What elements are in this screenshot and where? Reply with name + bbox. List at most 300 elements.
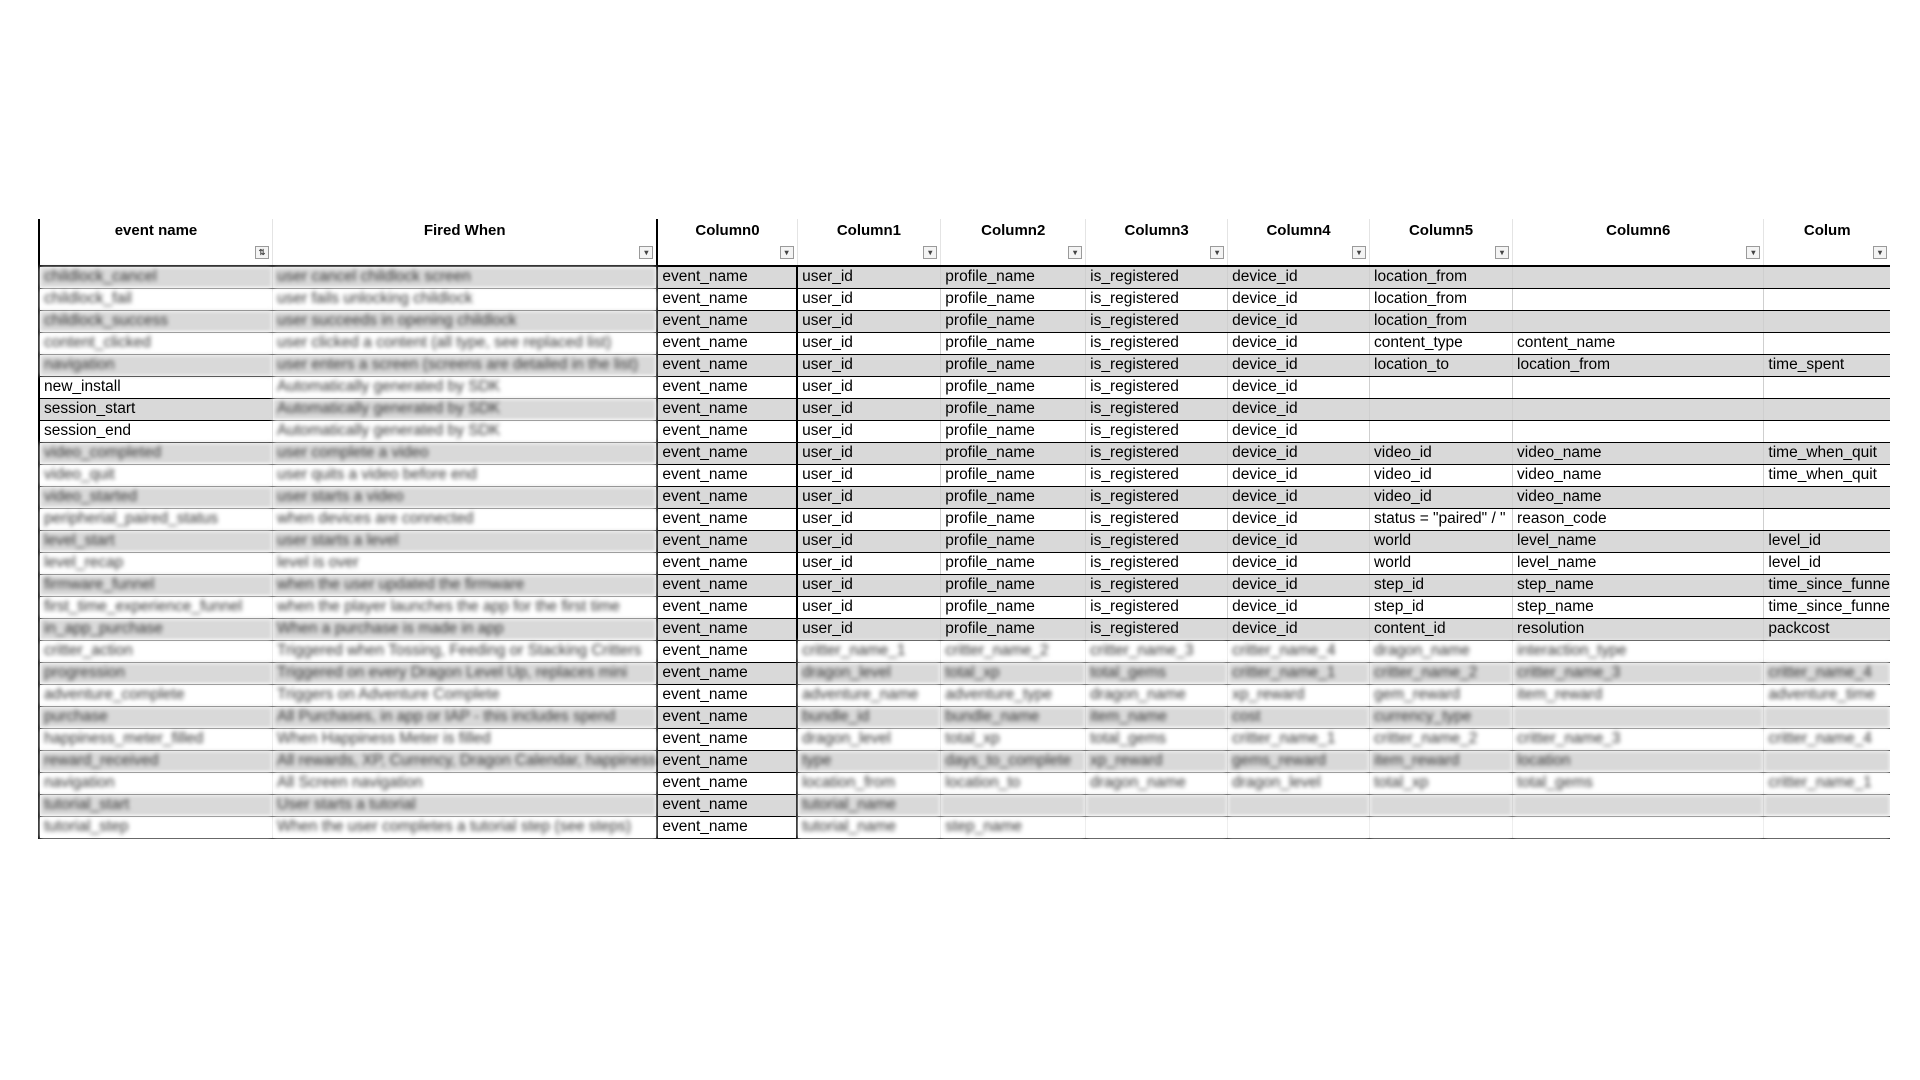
table-cell[interactable]: adventure_type: [941, 684, 1086, 706]
table-cell[interactable]: [1764, 706, 1890, 728]
table-cell[interactable]: [1513, 376, 1764, 398]
table-cell[interactable]: first_time_experience_funnel: [39, 596, 273, 618]
table-cell[interactable]: user starts a video: [273, 486, 658, 508]
table-cell[interactable]: [1764, 640, 1890, 662]
table-cell[interactable]: [1513, 816, 1764, 838]
table-cell[interactable]: profile_name: [941, 442, 1086, 464]
table-cell[interactable]: status = "paired" / ": [1370, 508, 1513, 530]
table-cell[interactable]: video_started: [39, 486, 273, 508]
table-cell[interactable]: All Purchases, in app or IAP - this includes spend: [273, 706, 658, 728]
table-cell[interactable]: event_name: [657, 464, 797, 486]
table-cell[interactable]: user_id: [797, 574, 941, 596]
table-row: [39, 376, 1890, 398]
table-cell[interactable]: event_name: [657, 266, 797, 288]
table-cell[interactable]: video_id: [1370, 442, 1513, 464]
table-cell[interactable]: [1764, 486, 1890, 508]
table-cell[interactable]: step_name: [941, 816, 1086, 838]
filter-dropdown-icon[interactable]: ▾: [1210, 246, 1224, 259]
table-cell[interactable]: critter_name_1: [797, 640, 941, 662]
table-cell[interactable]: critter_name_4: [1764, 662, 1890, 684]
column-header-label: Fired When: [423, 222, 506, 239]
table-cell[interactable]: gems_reward: [1228, 750, 1370, 772]
table-cell[interactable]: happiness_meter_filled: [39, 728, 273, 750]
table-cell[interactable]: dragon_name: [1086, 772, 1228, 794]
table-cell[interactable]: content_type: [1370, 332, 1513, 354]
column-header-label: Colum: [1803, 222, 1851, 239]
filter-dropdown-icon[interactable]: ▾: [923, 246, 937, 259]
table-cell[interactable]: [1764, 420, 1890, 442]
table-row: [39, 750, 1890, 772]
table-cell[interactable]: [1764, 816, 1890, 838]
table-cell[interactable]: user starts a level: [273, 530, 658, 552]
table-cell[interactable]: [1228, 794, 1370, 816]
event-table: [38, 219, 1890, 839]
table-cell[interactable]: bundle_name: [941, 706, 1086, 728]
table-cell[interactable]: device_id: [1228, 596, 1370, 618]
table-cell[interactable]: user_id: [797, 266, 941, 288]
table-cell[interactable]: is_registered: [1086, 574, 1228, 596]
table-cell[interactable]: location_from: [797, 772, 941, 794]
table-cell[interactable]: [1764, 266, 1890, 288]
table-cell[interactable]: session_end: [39, 420, 273, 442]
table-row: [39, 662, 1890, 684]
table-cell[interactable]: event_name: [657, 684, 797, 706]
filter-dropdown-icon[interactable]: ▾: [1352, 246, 1366, 259]
table-cell[interactable]: level_id: [1764, 552, 1890, 574]
table-cell[interactable]: event_name: [657, 288, 797, 310]
table-cell[interactable]: [1764, 288, 1890, 310]
filter-dropdown-icon[interactable]: ▾: [1495, 246, 1509, 259]
table-cell[interactable]: device_id: [1228, 486, 1370, 508]
table-cell[interactable]: event_name: [657, 310, 797, 332]
table-cell[interactable]: device_id: [1228, 354, 1370, 376]
table-cell[interactable]: is_registered: [1086, 508, 1228, 530]
table-cell[interactable]: [1513, 398, 1764, 420]
table-cell[interactable]: days_to_complete: [941, 750, 1086, 772]
table-cell[interactable]: is_registered: [1086, 332, 1228, 354]
column-header-8[interactable]: [1513, 219, 1764, 266]
table-cell[interactable]: profile_name: [941, 332, 1086, 354]
table-cell[interactable]: [1513, 706, 1764, 728]
table-cell[interactable]: critter_name_1: [1228, 662, 1370, 684]
table-cell[interactable]: video_name: [1513, 442, 1764, 464]
table-cell[interactable]: location_from: [1370, 310, 1513, 332]
column-header-7[interactable]: [1370, 219, 1513, 266]
table-cell[interactable]: critter_name_4: [1228, 640, 1370, 662]
column-header-label: Column0: [695, 222, 760, 239]
table-cell[interactable]: when the user updated the firmware: [273, 574, 658, 596]
table-cell[interactable]: tutorial_name: [797, 816, 941, 838]
table-cell[interactable]: User starts a tutorial: [273, 794, 658, 816]
table-cell[interactable]: content_clicked: [39, 332, 273, 354]
table-cell[interactable]: user_id: [797, 618, 941, 640]
table-cell[interactable]: Triggers on Adventure Complete: [273, 684, 658, 706]
table-cell[interactable]: [1086, 816, 1228, 838]
table-cell[interactable]: user_id: [797, 310, 941, 332]
table-cell[interactable]: user quits a video before end: [273, 464, 658, 486]
table-cell[interactable]: is_registered: [1086, 288, 1228, 310]
table-cell[interactable]: device_id: [1228, 376, 1370, 398]
table-cell[interactable]: dragon_level: [797, 728, 941, 750]
table-cell[interactable]: step_id: [1370, 574, 1513, 596]
table-cell[interactable]: item_reward: [1370, 750, 1513, 772]
table-cell[interactable]: profile_name: [941, 574, 1086, 596]
table-row: [39, 508, 1890, 530]
table-cell[interactable]: event_name: [657, 552, 797, 574]
table-cell[interactable]: currency_type: [1370, 706, 1513, 728]
table-cell[interactable]: location_to: [1370, 354, 1513, 376]
table-cell[interactable]: user cancel childlock screen: [273, 266, 658, 288]
table-cell[interactable]: adventure_name: [797, 684, 941, 706]
table-cell[interactable]: childlock_cancel: [39, 266, 273, 288]
table-cell[interactable]: level_name: [1513, 530, 1764, 552]
table-cell[interactable]: user fails unlocking childlock: [273, 288, 658, 310]
table-cell[interactable]: [1086, 794, 1228, 816]
column-header-4[interactable]: [941, 219, 1086, 266]
table-cell[interactable]: item_reward: [1513, 684, 1764, 706]
table-cell[interactable]: total_xp: [941, 728, 1086, 750]
table-cell[interactable]: user_id: [797, 398, 941, 420]
table-cell[interactable]: event_name: [657, 420, 797, 442]
table-cell[interactable]: location: [1513, 750, 1764, 772]
table-cell[interactable]: session_start: [39, 398, 273, 420]
table-cell[interactable]: user_id: [797, 464, 941, 486]
table-cell[interactable]: adventure_time: [1764, 684, 1890, 706]
table-cell[interactable]: device_id: [1228, 464, 1370, 486]
table-cell[interactable]: interaction_type: [1513, 640, 1764, 662]
table-cell[interactable]: device_id: [1228, 420, 1370, 442]
table-cell[interactable]: [1764, 310, 1890, 332]
table-cell[interactable]: type: [797, 750, 941, 772]
table-cell[interactable]: dragon_name: [1370, 640, 1513, 662]
table-cell[interactable]: All rewards, XP, Currency, Dragon Calendar, happiness: [273, 750, 658, 772]
table-cell[interactable]: event_name: [657, 442, 797, 464]
table-cell[interactable]: when devices are connected: [273, 508, 658, 530]
table-cell[interactable]: dragon_level: [1228, 772, 1370, 794]
table-cell[interactable]: critter_name_2: [941, 640, 1086, 662]
table-cell[interactable]: childlock_fail: [39, 288, 273, 310]
table-cell[interactable]: user_id: [797, 486, 941, 508]
table-cell[interactable]: user_id: [797, 420, 941, 442]
table-cell[interactable]: device_id: [1228, 508, 1370, 530]
table-cell[interactable]: user_id: [797, 442, 941, 464]
table-cell[interactable]: profile_name: [941, 552, 1086, 574]
table-cell[interactable]: is_registered: [1086, 354, 1228, 376]
table-cell[interactable]: event_name: [657, 332, 797, 354]
table-cell[interactable]: [1513, 288, 1764, 310]
table-cell[interactable]: bundle_id: [797, 706, 941, 728]
table-cell[interactable]: level is over: [273, 552, 658, 574]
table-cell[interactable]: event_name: [657, 640, 797, 662]
table-cell[interactable]: resolution: [1513, 618, 1764, 640]
filter-dropdown-icon[interactable]: ▾: [1746, 246, 1760, 259]
table-cell[interactable]: profile_name: [941, 310, 1086, 332]
table-cell[interactable]: device_id: [1228, 310, 1370, 332]
table-cell[interactable]: video_id: [1370, 464, 1513, 486]
table-cell[interactable]: [1764, 750, 1890, 772]
table-cell[interactable]: video_name: [1513, 486, 1764, 508]
table-cell[interactable]: world: [1370, 530, 1513, 552]
table-cell[interactable]: critter_name_4: [1764, 728, 1890, 750]
table-cell[interactable]: event_name: [657, 794, 797, 816]
table-cell[interactable]: world: [1370, 552, 1513, 574]
table-cell[interactable]: [1513, 266, 1764, 288]
table-cell[interactable]: is_registered: [1086, 310, 1228, 332]
table-cell[interactable]: video_completed: [39, 442, 273, 464]
sort-filter-icon[interactable]: ⇅: [255, 246, 269, 259]
column-header-3[interactable]: [797, 219, 941, 266]
table-cell[interactable]: [1228, 816, 1370, 838]
table-cell[interactable]: firmware_funnel: [39, 574, 273, 596]
table-cell[interactable]: time_when_quit: [1764, 442, 1890, 464]
table-cell[interactable]: content_name: [1513, 332, 1764, 354]
table-cell[interactable]: [1370, 398, 1513, 420]
table-cell[interactable]: profile_name: [941, 354, 1086, 376]
table-cell[interactable]: user clicked a content (all type, see replaced list): [273, 332, 658, 354]
table-row: [39, 640, 1890, 662]
table-cell[interactable]: total_gems: [1086, 662, 1228, 684]
table-cell[interactable]: is_registered: [1086, 596, 1228, 618]
table-cell[interactable]: user_id: [797, 376, 941, 398]
table-cell[interactable]: total_xp: [1370, 772, 1513, 794]
table-cell[interactable]: navigation: [39, 772, 273, 794]
table-cell[interactable]: Automatically generated by SDK: [273, 398, 658, 420]
table-cell[interactable]: critter_name_3: [1513, 728, 1764, 750]
table-cell[interactable]: event_name: [657, 816, 797, 838]
filter-dropdown-icon[interactable]: ▾: [1068, 246, 1082, 259]
table-cell[interactable]: step_name: [1513, 596, 1764, 618]
table-cell[interactable]: peripherial_paired_status: [39, 508, 273, 530]
table-cell[interactable]: total_gems: [1086, 728, 1228, 750]
table-cell[interactable]: packcost: [1764, 618, 1890, 640]
column-header-label: Column5: [1408, 222, 1474, 239]
table-cell[interactable]: device_id: [1228, 288, 1370, 310]
table-row: [39, 816, 1890, 838]
table-cell[interactable]: event_name: [657, 618, 797, 640]
filter-dropdown-icon[interactable]: ▾: [780, 246, 794, 259]
table-cell[interactable]: dragon_name: [1086, 684, 1228, 706]
table-cell[interactable]: event_name: [657, 486, 797, 508]
table-cell[interactable]: video_quit: [39, 464, 273, 486]
table-row: [39, 464, 1890, 486]
table-cell[interactable]: event_name: [657, 574, 797, 596]
table-cell[interactable]: reward_received: [39, 750, 273, 772]
table-cell[interactable]: childlock_success: [39, 310, 273, 332]
table-cell[interactable]: critter_name_2: [1370, 728, 1513, 750]
table-cell[interactable]: is_registered: [1086, 552, 1228, 574]
table-cell[interactable]: is_registered: [1086, 442, 1228, 464]
table-cell[interactable]: [1764, 794, 1890, 816]
column-header-label: event name: [114, 222, 198, 239]
table-cell[interactable]: When a purchase is made in app: [273, 618, 658, 640]
table-cell[interactable]: event_name: [657, 398, 797, 420]
column-header-9[interactable]: [1764, 219, 1890, 266]
table-cell[interactable]: user complete a video: [273, 442, 658, 464]
table-cell[interactable]: event_name: [657, 750, 797, 772]
table-cell[interactable]: critter_name_1: [1228, 728, 1370, 750]
table-cell[interactable]: profile_name: [941, 596, 1086, 618]
table-cell[interactable]: profile_name: [941, 618, 1086, 640]
table-cell[interactable]: level_recap: [39, 552, 273, 574]
table-cell[interactable]: device_id: [1228, 552, 1370, 574]
table-cell[interactable]: navigation: [39, 354, 273, 376]
table-cell[interactable]: step_id: [1370, 596, 1513, 618]
table-cell[interactable]: event_name: [657, 772, 797, 794]
table-cell[interactable]: location_to: [941, 772, 1086, 794]
table-cell[interactable]: location_from: [1513, 354, 1764, 376]
table-cell[interactable]: critter_name_2: [1370, 662, 1513, 684]
table-cell[interactable]: user enters a screen (screens are detailed in the list): [273, 354, 658, 376]
table-cell[interactable]: total_xp: [941, 662, 1086, 684]
table-cell[interactable]: device_id: [1228, 442, 1370, 464]
column-header-6[interactable]: [1228, 219, 1370, 266]
table-cell[interactable]: profile_name: [941, 288, 1086, 310]
table-cell[interactable]: event_name: [657, 530, 797, 552]
table-cell[interactable]: dragon_level: [797, 662, 941, 684]
table-cell[interactable]: time_since_funne: [1764, 574, 1890, 596]
table-cell[interactable]: profile_name: [941, 486, 1086, 508]
table-cell[interactable]: Triggered when Tossing, Feeding or Stacking Critters: [273, 640, 658, 662]
table-cell[interactable]: is_registered: [1086, 618, 1228, 640]
table-cell[interactable]: user_id: [797, 354, 941, 376]
table-cell[interactable]: user_id: [797, 596, 941, 618]
table-cell[interactable]: [1370, 420, 1513, 442]
table-cell[interactable]: event_name: [657, 596, 797, 618]
table-cell[interactable]: user_id: [797, 530, 941, 552]
table-cell[interactable]: When the user completes a tutorial step (see steps): [273, 816, 658, 838]
table-cell[interactable]: profile_name: [941, 508, 1086, 530]
table-cell[interactable]: user_id: [797, 332, 941, 354]
table-cell[interactable]: xp_reward: [1228, 684, 1370, 706]
table-cell[interactable]: event_name: [657, 508, 797, 530]
table-cell[interactable]: [1513, 420, 1764, 442]
table-cell[interactable]: progression: [39, 662, 273, 684]
table-cell[interactable]: time_spent: [1764, 354, 1890, 376]
table-cell[interactable]: device_id: [1228, 266, 1370, 288]
table-cell[interactable]: purchase: [39, 706, 273, 728]
table-cell[interactable]: new_install: [39, 376, 273, 398]
table-cell[interactable]: gem_reward: [1370, 684, 1513, 706]
table-cell[interactable]: event_name: [657, 354, 797, 376]
table-cell[interactable]: tutorial_step: [39, 816, 273, 838]
table-cell[interactable]: is_registered: [1086, 464, 1228, 486]
table-cell[interactable]: profile_name: [941, 420, 1086, 442]
table-cell[interactable]: critter_action: [39, 640, 273, 662]
table-cell[interactable]: [1513, 794, 1764, 816]
table-cell[interactable]: location_from: [1370, 288, 1513, 310]
table-cell[interactable]: When Happiness Meter is filled: [273, 728, 658, 750]
table-cell[interactable]: critter_name_3: [1086, 640, 1228, 662]
table-cell[interactable]: event_name: [657, 706, 797, 728]
filter-dropdown-icon[interactable]: ▾: [639, 246, 653, 259]
table-cell[interactable]: device_id: [1228, 574, 1370, 596]
table-cell[interactable]: is_registered: [1086, 376, 1228, 398]
table-cell[interactable]: profile_name: [941, 464, 1086, 486]
table-cell[interactable]: profile_name: [941, 376, 1086, 398]
table-cell[interactable]: user succeeds in opening childlock: [273, 310, 658, 332]
table-cell[interactable]: Automatically generated by SDK: [273, 420, 658, 442]
table-cell[interactable]: time_since_funne: [1764, 596, 1890, 618]
table-cell[interactable]: [1513, 310, 1764, 332]
table-cell[interactable]: user_id: [797, 288, 941, 310]
column-header-label: Column2: [981, 222, 1046, 239]
table-cell[interactable]: profile_name: [941, 266, 1086, 288]
table-cell[interactable]: is_registered: [1086, 398, 1228, 420]
table-cell[interactable]: device_id: [1228, 618, 1370, 640]
table-row: [39, 574, 1890, 596]
table-cell[interactable]: critter_name_1: [1764, 772, 1890, 794]
table-cell[interactable]: is_registered: [1086, 266, 1228, 288]
table-cell[interactable]: tutorial_start: [39, 794, 273, 816]
column-header-label: Column3: [1124, 222, 1189, 239]
column-header-2[interactable]: [657, 219, 797, 266]
table-cell[interactable]: is_registered: [1086, 420, 1228, 442]
table-cell[interactable]: profile_name: [941, 530, 1086, 552]
table-cell[interactable]: critter_name_3: [1513, 662, 1764, 684]
column-header-label: Column1: [836, 222, 902, 239]
table-cell[interactable]: Automatically generated by SDK: [273, 376, 658, 398]
column-header-0[interactable]: [39, 219, 273, 266]
table-cell[interactable]: item_name: [1086, 706, 1228, 728]
table-cell[interactable]: reason_code: [1513, 508, 1764, 530]
filter-dropdown-icon[interactable]: ▾: [1873, 246, 1887, 259]
table-row: [39, 530, 1890, 552]
table-row: [39, 794, 1890, 816]
column-header-1[interactable]: [273, 219, 658, 266]
table-cell[interactable]: in_app_purchase: [39, 618, 273, 640]
table-cell[interactable]: location_from: [1370, 266, 1513, 288]
table-cell[interactable]: [1764, 332, 1890, 354]
table-cell[interactable]: [1370, 816, 1513, 838]
table-cell[interactable]: is_registered: [1086, 486, 1228, 508]
table-cell[interactable]: when the player launches the app for the first time: [273, 596, 658, 618]
table-cell[interactable]: device_id: [1228, 530, 1370, 552]
table-cell[interactable]: event_name: [657, 728, 797, 750]
table-cell[interactable]: [1370, 376, 1513, 398]
table-cell[interactable]: device_id: [1228, 332, 1370, 354]
table-cell[interactable]: step_name: [1513, 574, 1764, 596]
table-cell[interactable]: time_when_quit: [1764, 464, 1890, 486]
table-cell[interactable]: level_start: [39, 530, 273, 552]
table-cell[interactable]: event_name: [657, 376, 797, 398]
table-cell[interactable]: device_id: [1228, 398, 1370, 420]
table-cell[interactable]: tutorial_name: [797, 794, 941, 816]
table-cell[interactable]: All Screen navigation: [273, 772, 658, 794]
table-cell[interactable]: total_gems: [1513, 772, 1764, 794]
table-cell[interactable]: [1370, 794, 1513, 816]
table-cell[interactable]: content_id: [1370, 618, 1513, 640]
table-cell[interactable]: Triggered on every Dragon Level Up, replaces mini: [273, 662, 658, 684]
table-cell[interactable]: video_id: [1370, 486, 1513, 508]
table-cell[interactable]: cost: [1228, 706, 1370, 728]
table-cell[interactable]: level_id: [1764, 530, 1890, 552]
table-cell[interactable]: level_name: [1513, 552, 1764, 574]
table-cell[interactable]: video_name: [1513, 464, 1764, 486]
table-cell[interactable]: profile_name: [941, 398, 1086, 420]
table-cell[interactable]: [1764, 508, 1890, 530]
column-header-5[interactable]: [1086, 219, 1228, 266]
table-cell[interactable]: [941, 794, 1086, 816]
table-cell[interactable]: adventure_complete: [39, 684, 273, 706]
table-cell[interactable]: event_name: [657, 662, 797, 684]
table-cell[interactable]: [1764, 398, 1890, 420]
table-row: [39, 398, 1890, 420]
table-cell[interactable]: xp_reward: [1086, 750, 1228, 772]
table-cell[interactable]: user_id: [797, 508, 941, 530]
table-cell[interactable]: user_id: [797, 552, 941, 574]
table-cell[interactable]: is_registered: [1086, 530, 1228, 552]
table-cell[interactable]: [1764, 376, 1890, 398]
